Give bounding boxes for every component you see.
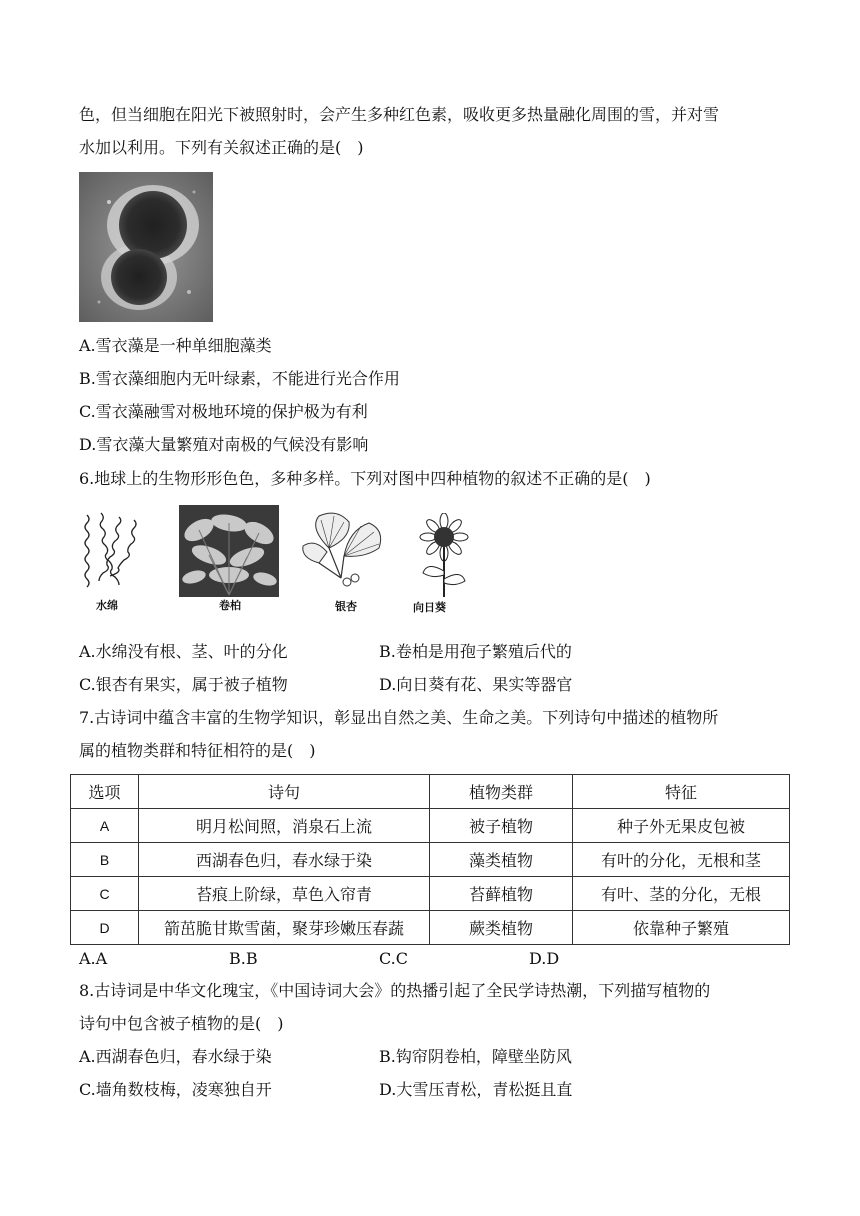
- row-c-poem: 苔痕上阶绿，草色入帘青: [139, 877, 430, 911]
- q7-answer-c: C.C: [379, 949, 408, 968]
- table-row: [71, 843, 790, 877]
- row-d-poem: 箭茁脆甘欺雪菌，聚芽珍嫩压春蔬: [139, 911, 430, 945]
- q8-option-b: B.钩帘阴卷柏，障壁坐防风: [379, 1047, 572, 1066]
- caption-xiangrikui: 向日葵: [413, 601, 446, 614]
- table-row: [71, 877, 790, 911]
- row-b-feature: 有叶的分化，无根和茎: [573, 843, 790, 877]
- q7-answer-d: D.D: [529, 949, 560, 968]
- caption-yinxing: 银杏: [335, 600, 357, 613]
- q5-option-a: A.雪衣藻是一种单细胞藻类: [79, 336, 272, 355]
- q5-option-d: D.雪衣藻大量繁殖对南极的气候没有影响: [79, 435, 369, 454]
- caption-juanbai: 卷柏: [219, 599, 241, 612]
- row-b-poem: 西湖春色归，春水绿于染: [139, 843, 430, 877]
- row-a-option: A: [71, 809, 139, 843]
- q7-answer-a: A.A: [79, 949, 108, 968]
- row-d-option: D: [71, 911, 139, 945]
- q7-stem-line1: 7.古诗词中蕴含丰富的生物学知识，彰显出自然之美、生命之美。下列诗句中描述的植物所: [79, 708, 719, 727]
- q5-option-c: C.雪衣藻融雪对极地环境的保护极为有利: [79, 402, 368, 421]
- q6-option-c: C.银杏有果实，属于被子植物: [79, 675, 288, 694]
- ginkgo-image: [299, 508, 389, 611]
- q8-option-c: C.墙角数枝梅，凌寒独自开: [79, 1080, 272, 1099]
- q6-option-d: D.向日葵有花、果实等器官: [379, 675, 573, 694]
- micrograph-image: [79, 172, 213, 322]
- selaginella-image: [179, 505, 279, 611]
- row-c-group: 苔藓植物: [430, 877, 573, 911]
- q5-stem-line2: 水加以利用。下列有关叙述正确的是( ): [79, 138, 364, 157]
- q5-option-b: B.雪衣藻细胞内无叶绿素，不能进行光合作用: [79, 369, 400, 388]
- row-a-group: 被子植物: [430, 809, 573, 843]
- row-b-option: B: [71, 843, 139, 877]
- sunflower-image: [409, 513, 479, 614]
- header-poem: 诗句: [139, 775, 430, 809]
- q7-stem-line2: 属的植物类群和特征相符的是( ): [79, 741, 316, 760]
- q8-option-d: D.大雪压青松，青松挺且直: [379, 1080, 573, 1099]
- row-a-poem: 明月松间照，消泉石上流: [139, 809, 430, 843]
- q7-table: [70, 774, 790, 945]
- row-d-feature: 依靠种子繁殖: [573, 911, 790, 945]
- q6-option-b: B.卷柏是用孢子繁殖后代的: [379, 642, 572, 661]
- q6-stem: 6.地球上的生物形形色色，多种多样。下列对图中四种植物的叙述不正确的是( ): [79, 469, 651, 488]
- caption-shuimian: 水绵: [96, 599, 118, 612]
- q5-stem-line1: 色，但当细胞在阳光下被照射时，会产生多种红色素，吸收更多热量融化周围的雪，并对雪: [79, 105, 720, 124]
- q8-stem-line2: 诗句中包含被子植物的是( ): [79, 1014, 284, 1033]
- row-c-option: C: [71, 877, 139, 911]
- q8-option-a: A.西湖春色归，春水绿于染: [79, 1047, 272, 1066]
- row-d-group: 蕨类植物: [430, 911, 573, 945]
- q8-stem-line1: 8.古诗词是中华文化瑰宝，《中国诗词大会》的热播引起了全民学诗热潮，下列描写植物的: [79, 981, 711, 1000]
- table-row: [71, 809, 790, 843]
- header-option: 选项: [71, 775, 139, 809]
- table-header-row: [71, 775, 790, 809]
- table-row: [71, 911, 790, 945]
- row-a-feature: 种子外无果皮包被: [573, 809, 790, 843]
- q7-answer-b: B.B: [229, 949, 258, 968]
- header-group: 植物类群: [430, 775, 573, 809]
- row-c-feature: 有叶、茎的分化，无根: [573, 877, 790, 911]
- q6-option-a: A.水绵没有根、茎、叶的分化: [79, 642, 288, 661]
- row-b-group: 藻类植物: [430, 843, 573, 877]
- spirogyra-image: [79, 505, 149, 610]
- header-feature: 特征: [573, 775, 790, 809]
